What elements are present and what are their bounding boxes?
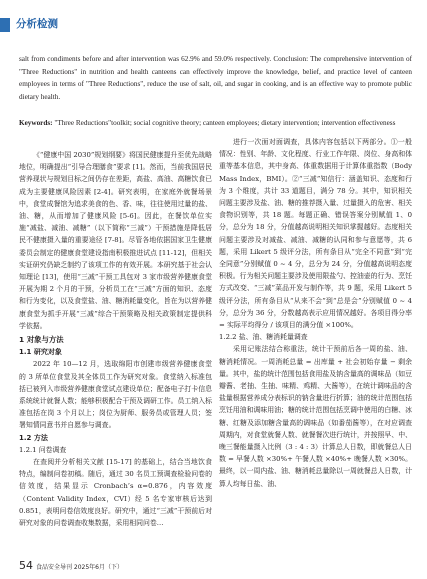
- keywords-text: "Three Reductions"toolkit; social cognitive theory; canteen employees; dietary intervention; intervention effectiveness: [54, 119, 396, 127]
- subjects-paragraph: 2022 年 10—12 月，选取绵阳市创建市级营养健康食堂的 3 所单位食堂及其全体员工作为研究对象。食堂纳入标准包括已被列入市级营养健康食堂试点建设单位；配备电子打卡信息系统统计就餐人数；能够积极配合干预及调研工作。员工纳入标准包括在岗 3 个月以上；岗位为厨师、服务员或管理人员；签署知情同意书并自愿参与调查。: [19, 360, 212, 430]
- keywords-label: Keywords:: [19, 119, 53, 127]
- section-title: 分析检测: [16, 18, 58, 30]
- page-footer: [19, 559, 412, 573]
- abstract-text: salt from condiments before and after intervention was 62.9% and 59.0% respectively. Conclusion: The comprehensive intervention of "Three Reductions" in nutrition and health canteens can effectively improve the knowledge, belief, and practice level of canteen employees in terms of "Three Reductions", reduce the use of salt, oil, and sugar in cooking, and is an effective way to promote public dietary health.: [19, 55, 412, 101]
- left-column: [19, 149, 212, 529]
- subsection-heading-subjects: 1.1 研究对象: [19, 348, 62, 357]
- survey-content-paragraph: 进行一次面对面调查，具体内容包括以下两部分。①一般情况：性别、年龄、文化程度、行业工作年限、岗位、身高和体重等基本信息，其中身高、体重数据用于计算体重指数（Body Mass Index，BMI）。②“三减”知信行：涵盖知识、态度和行为 3 个维度，共计 33 道题目，满分 78 分。其中，知识相关问题主要涉及盐、油、糖的推荐摄入量、过量摄入的危害、相关食物识别等，共 18 题。每题正确、错误答案分别赋值 1、0 分，总分为 18 分，分值越高说明相关知识掌握越好。态度相关问题主要涉及对减盐、减油、减糖的认同和参与意愿等，共 6 题，采用 Likert 5 级评分法，所有条目从“完全不同意”到“完全同意”分别赋值 0 ~ 4 分，总分为 24 分，分值越高说明态度积极。行为相关问题主要涉及使用限盐勺、控油壶的行为、烹饪方式改变、“三减”菜品开发与制作等，共 9 题，采用 Likert 5 级评分法，所有条目从“从来不会”到“总是会”分别赋值 0 ~ 4 分，总分为 36 分，分数越高表示应用情况越好。各项目得分率 = 实际平均得分 / 该项目的满分值 ×100%。: [219, 138, 412, 330]
- subsubsection-heading-consumption: 1.2.2 盐、油、糖消耗量调查: [219, 333, 308, 342]
- page-number: 54: [19, 559, 33, 572]
- section-accent-bar: [0, 18, 10, 32]
- journal-info: 食品安全导刊 2025年6月（下）: [36, 564, 123, 571]
- subsubsection-heading-survey: 1.2.1 问卷调查: [19, 445, 67, 454]
- subsection-heading-methods: 1.2 方法: [19, 433, 48, 442]
- section-heading-methods: 1 对象与方法: [19, 335, 64, 345]
- keywords: [19, 117, 412, 130]
- intro-paragraph: 《“健康中国 2030”规划纲要》将国民健康提升至优先战略地位，明确提出“引导合理膳食”要求 [1]。然而，当前我国居民营养现状与规划目标之间仍存在差距，高盐、高油、高糖饮食已成为主要健康风险因素 [2-4]。研究表明，在家庭外就餐场景中，食堂成餐馆为追求美食的色、香、味，往往使用过量的盐、油、糖，从而增加了健康风险 [5-6]。因此，在餐饮单位实施“减盐、减油、减糖”（以下简称“三减”）干预措施是降低居民不健康摄入量的重要途径 [7-8]。尽管各地依据国家卫生健康委员会制定的健康食堂建设指南积极推进试点 [11-12]，但相关实证研究仍缺乏制约了该项工作的有效开展。本研究基于社会认知理论 [13]，使用“三减”干预工具包对 3 家市级营养健康食堂开展为期 2 个月的干预，分析员工在“三减”方面的知识、态度和行为变化，以及食堂盐、油、糖消耗量变化，旨在为以营养健康食堂为抓手开展“三减”综合干预策略及相关政策制定提供科学依据。: [19, 151, 212, 330]
- consumption-paragraph: 采用记账法结合称重法，统计干预前后各一周的盐、油、糖消耗情况。一周消耗总量 = 出库量 + 社会初始存量 − 剩余量。其中，盐的统计范围包括食用盐及钠含量高的调味品（如豆瓣酱、老抽、生抽、味精、鸡精、大酱等），在统计调味品的含盐量根据营养成分表标识的钠含量进行折算；油的统计范围包括烹饪用油和调味用油；糖的统计范围包括烹调中使用的白糖、冰糖、红糖及添加糖含量高的调味品（如番茄酱等），在对应调查周期内，对食堂就餐人数、就餐餐次进行统计，并按照早、中、晚三餐能量摄入比例（3 : 4 : 3）计算总人日数，即就餐总人日数 = 早餐人数 ×30%+ 午餐人数 ×40%+ 晚餐人数 ×30%。最终，以一周内盐、油、糖消耗总量除以一周就餐总人日数，计算人均每日盐、油、: [219, 345, 412, 488]
- right-column: [219, 136, 412, 490]
- page-header: [0, 0, 427, 42]
- survey-paragraph: 在查阅并分析相关文献 [15-17] 的基础上，结合当地饮食特点，编制问卷初稿。随后，通过 30 名员工预调查检验问卷的信效度，结果显示 Cronbach’s α=0.876，内容效度（Content Validity Index，CVI）经 5 名专家审核后达到 0.851，表明问卷信效度良好。研究中，通过“三减”干预前后对研究对象的问卷调查收集数据，采用相同问卷...: [19, 458, 212, 528]
